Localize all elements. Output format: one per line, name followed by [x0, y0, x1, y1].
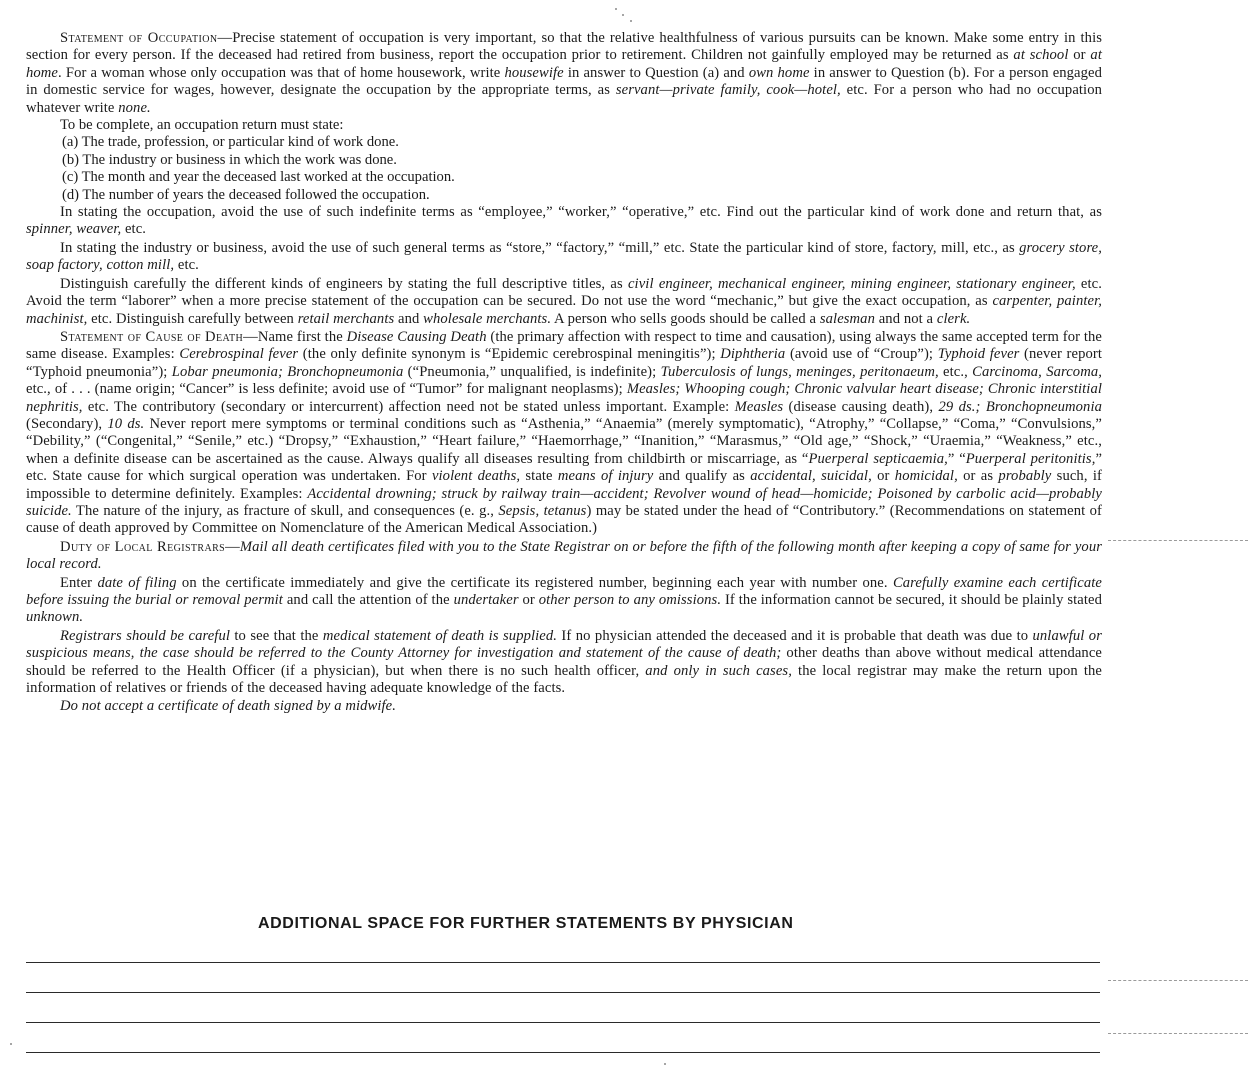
medical-statement-paragraph: Registrars should be careful to see that the medical statement of death is supplied. If no physician attended the deceased and it is probable that death was due to unlawful or suspicious means, the case should be referred to the County Attorney for investigation and statement of the cause of death; other deaths than above without medical attendance should be referred to the Health Officer (if a physician), but when there is no such health officer, and only in such cases, the local registrar may make the return upon the information of relatives or friends of the deceased having adequate knowledge of the facts. [26, 627, 1103, 697]
statement-line-1[interactable] [26, 962, 1100, 963]
additional-space-heading: ADDITIONAL SPACE FOR FURTHER STATEMENTS BY PHYSICIAN [258, 915, 794, 932]
stating-industry-paragraph: In stating the industry or business, avoid the use of such general terms as “store,” “factory,” “mill,” etc. State the particular kind of store, factory, mill, etc., as grocery store, soap factory, cotton mill, etc. [26, 239, 1103, 274]
stating-occupation-paragraph: In stating the occupation, avoid the use of such indefinite terms as “employee,” “worker,” “operative,” etc. Find out the particular kind of work done and return that, as spinner, weaver, etc. [26, 204, 1102, 238]
registrars-heading: Duty of Local Registrars [60, 538, 226, 555]
complete-lead: To be complete, an occupation return must state: [60, 117, 344, 134]
scan-artifact [1108, 540, 1248, 541]
engineers-paragraph: Distinguish carefully the different kinds of engineers by stating the full descriptive titles, as civil engineer, mechanical engineer, mining engineer, stationary engineer, etc. Avoid the term “laborer” when a more precise statement of the occupation can be secured. Do not use the word “mechanic,” but give the exact occupation, as carpenter, painter, machinist, etc. Distinguish carefully between retail merchants and wholesale merchants. A person who sells goods should be called a salesman and not a clerk. [26, 275, 1102, 327]
list-item: (b) The industry or business in which the work was done. [62, 151, 397, 168]
list-item: (d) The number of years the deceased followed the occupation. [62, 186, 430, 203]
scan-speck [622, 14, 624, 16]
list-item: (c) The month and year the deceased last worked at the occupation. [62, 169, 455, 186]
instructions-text [26, 30, 1102, 716]
registrars-paragraph: Duty of Local Registrars—Mail all death certificates filed with you to the State Registrar on or before the fifth of the following month after keeping a copy of same for your local record. [26, 538, 1102, 573]
filing-paragraph: Enter date of filing on the certificate immediately and give the certificate its registered number, beginning each year with number one. Carefully examine each certificate before issuing the burial or removal permit and call the attention of the undertaker or other person to any omissions. If the information cannot be secured, it should be plainly stated unknown. [26, 574, 1103, 626]
occupation-requirements-list [62, 134, 1102, 204]
midwife-paragraph: Do not accept a certificate of death signed by a midwife. [60, 698, 397, 715]
occupation-heading: Statement of Occupation [60, 30, 218, 46]
statement-line-3[interactable] [26, 1022, 1100, 1023]
statement-line-4[interactable] [26, 1052, 1100, 1053]
scan-speck [10, 1043, 12, 1045]
cause-heading: Statement of Cause of Death [60, 328, 244, 345]
cause-of-death-paragraph: Statement of Cause of Death—Name first the Disease Causing Death (the primary affection with respect to time and causation), using always the same accepted term for the same disease. Examples: Cerebrospinal fever (the only definite synonym is “Epidemic cerebrospinal meningitis”); Diphtheria (avoid use of “Croup”); Typhoid fever (never report “Typhoid pneumonia”); Lobar pneumonia; Bronchopneumonia (“Pneumonia,” unqualified, is indefinite); Tuberculosis of lungs, meninges, peritonaeum, etc., Carcinoma, Sarcoma, etc., of . . . (name origin; “Cancer” is less definite; avoid use of “Tumor” for malignant neoplasms); Measles; Whooping cough; Chronic valvular heart disease; Chronic interstitial nephritis, etc. The contributory (secondary or intercurrent) affection need not be stated unless important. Example: Measles (disease causing death), 29 ds.; Bronchopneumonia (Secondary), 10 ds. Never report mere symptoms or terminal conditions such as “Asthenia,” “Anaemia” (merely symptomatic), “Atrophy,” “Collapse,” “Coma,” “Convulsions,” “Debility,” (“Congenital,” “Senile,” etc.) “Dropsy,” “Exhaustion,” “Heart failure,” “Haemorrhage,” “Inanition,” “Marasmus,” “Old age,” “Shock,” “Uraemia,” “Weakness,” etc., when a definite disease can be ascertained as the cause. Always qualify all diseases resulting from childbirth or miscarriage, as “Puerperal septicaemia,” “Puerperal peritonitis,” etc. State cause for which surgical operation was undertaken. For violent deaths, state means of injury and qualify as accidental, suicidal, or homicidal, or as probably such, if impossible to determine definitely. Examples: Accidental drowning; struck by railway train—accident; Revolver wound of head—homicide; Poisoned by carbolic acid—probably suicide. The nature of the injury, as fracture of skull, and consequences (e. g., Sepsis, tetanus) may be stated under the head of “Contributory.” (Recommendations on statement of cause of death approved by Committee on Nomenclature of the American Medical Association.) [26, 328, 1103, 537]
scan-speck [664, 1063, 666, 1065]
occupation-paragraph: Statement of Occupation—Precise statement of occupation is very important, so that the relative healthfulness of various pursuits can be known. Make some entry in this section for every person. If the deceased had retired from business, report the occupation prior to retirement. Children not gainfully employed may be returned as at school or at home. For a woman whose only occupation was that of home housework, write housewife in answer to Question (a) and own home in answer to Question (b). For a person engaged in domestic service for wages, however, designate the occupation by the appropriate terms, as servant—private family, cook—hotel, etc. For a person who had no occupation whatever write none. [26, 30, 1103, 116]
list-item: (a) The trade, profession, or particular kind of work done. [62, 134, 399, 151]
scan-speck [630, 20, 632, 22]
scan-speck [615, 8, 617, 10]
scan-artifact [1108, 980, 1248, 981]
statement-line-2[interactable] [26, 992, 1100, 993]
scan-artifact [1108, 1033, 1248, 1034]
